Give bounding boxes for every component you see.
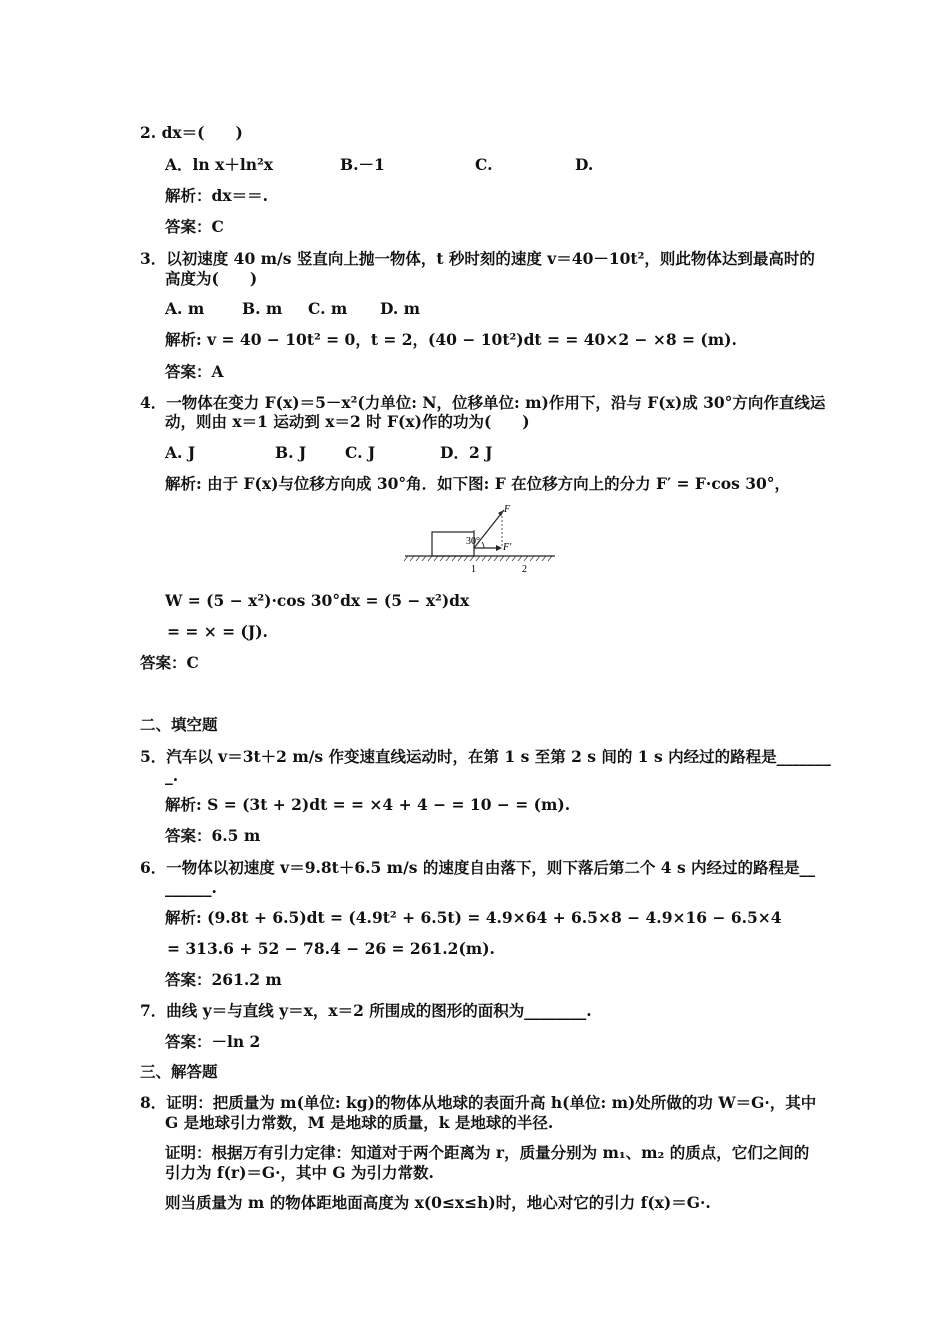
q3-stem-line2: 高度为( ): [165, 269, 258, 288]
q5-stem-line2: _.: [165, 766, 179, 785]
q8-stem-line1: 8．证明：把质量为 m(单位: kg)的物体从地球的表面升高 h(单位: m)处所做的功 W＝G·，其中: [140, 1093, 817, 1112]
q4-stem-line2: 动，则由 x＝1 运动到 x＝2 时 F(x)作的功为( ): [165, 412, 530, 431]
label-f-prime: F′: [503, 542, 512, 553]
label-f: F: [504, 504, 511, 515]
q3-option-a: A. m: [165, 299, 205, 318]
q6-stem-line1: 6．一物体以初速度 v＝9.8t＋6.5 m/s 的速度自由落下，则下落后第二个 4 s 内经过的路程是__: [140, 858, 816, 877]
q4-work-line1: W = (5 − x²)·cos 30°dx = (5 − x²)dx: [165, 591, 470, 610]
q4-option-a: A. J: [165, 443, 196, 462]
q3-stem-line1: 3．以初速度 40 m/s 竖直向上抛一物体，t 秒时刻的速度 v＝40－10t²，则此物体达到最高时的: [140, 249, 815, 268]
q2-option-c: C.: [475, 155, 493, 174]
section-solutions: 三、解答题: [140, 1062, 218, 1081]
q8-proof-line2: 引力为 f(r)＝G·，其中 G 为引力常数.: [165, 1163, 434, 1182]
q2-analysis: 解析：dx＝＝.: [165, 186, 268, 205]
force-diagram: [400, 500, 570, 580]
q2-option-a: A．ln x＋ln²x: [165, 155, 274, 174]
q7-answer: 答案：－ln 2: [165, 1032, 261, 1051]
label-1: 1: [471, 564, 476, 575]
q7-stem: 7．曲线 y＝与直线 y＝x，x＝2 所围成的图形的面积为________.: [140, 1001, 592, 1020]
q3-analysis: 解析: v = 40 − 10t² = 0，t = 2，(40 − 10t²)dt = = 40×2 − ×8 = (m).: [165, 330, 737, 349]
q6-stem-line2: ______.: [165, 878, 217, 897]
section-fill-in: 二、填空题: [140, 715, 218, 734]
q2-stem: 2. dx＝( ): [140, 123, 243, 142]
q5-stem-line1: 5．汽车以 v＝3t＋2 m/s 作变速直线运动时，在第 1 s 至第 2 s 间的 1 s 内经过的路程是_______: [140, 747, 831, 766]
q8-proof-line1: 证明：根据万有引力定律：知道对于两个距离为 r，质量分别为 m₁、m₂ 的质点，它们之间的: [165, 1143, 810, 1162]
label-2: 2: [522, 564, 527, 575]
q6-analysis-line1: 解析: (9.8t + 6.5)dt = (4.9t² + 6.5t) = 4.9×64 + 6.5×8 − 4.9×16 − 6.5×4: [165, 908, 782, 927]
angle-arc: [482, 542, 484, 548]
q4-option-d: D．2 J: [440, 443, 493, 462]
q5-analysis: 解析: S = (3t + 2)dt = = ×4 + 4 − = 10 − = (m).: [165, 795, 571, 814]
q2-option-b: B.－1: [340, 155, 385, 174]
q2-answer: 答案：C: [165, 217, 224, 236]
q3-option-b: B. m: [242, 299, 283, 318]
component-arrowhead: [496, 545, 502, 551]
q8-stem-line2: G 是地球引力常数，M 是地球的质量，k 是地球的半径.: [165, 1113, 554, 1132]
q4-stem-line1: 4．一物体在变力 F(x)＝5－x²(力单位: N，位移单位: m)作用下，沿与 F(x)成 30°方向作直线运: [140, 393, 826, 412]
q3-option-d: D. m: [380, 299, 421, 318]
q4-answer: 答案：C: [140, 653, 199, 672]
q4-work-line2: = = × = (J).: [167, 622, 268, 641]
q3-option-c: C. m: [308, 299, 348, 318]
q2-option-d: D.: [575, 155, 594, 174]
q5-answer: 答案：6.5 m: [165, 826, 261, 845]
q4-option-b: B. J: [275, 443, 307, 462]
q4-analysis: 解析: 由于 F(x)与位移方向成 30°角．如下图: F 在位移方向上的分力 F′ = F·cos 30°，: [165, 474, 791, 493]
q6-analysis-line2: = 313.6 + 52 − 78.4 − 26 = 261.2(m).: [167, 939, 495, 958]
label-angle: 30°: [466, 536, 480, 547]
q6-answer: 答案：261.2 m: [165, 970, 282, 989]
ground-line: [404, 556, 555, 561]
q4-option-c: C. J: [345, 443, 376, 462]
q3-answer: 答案：A: [165, 362, 224, 381]
q8-proof-line3: 则当质量为 m 的物体距地面高度为 x(0≤x≤h)时，地心对它的引力 f(x)＝G·.: [165, 1193, 711, 1212]
